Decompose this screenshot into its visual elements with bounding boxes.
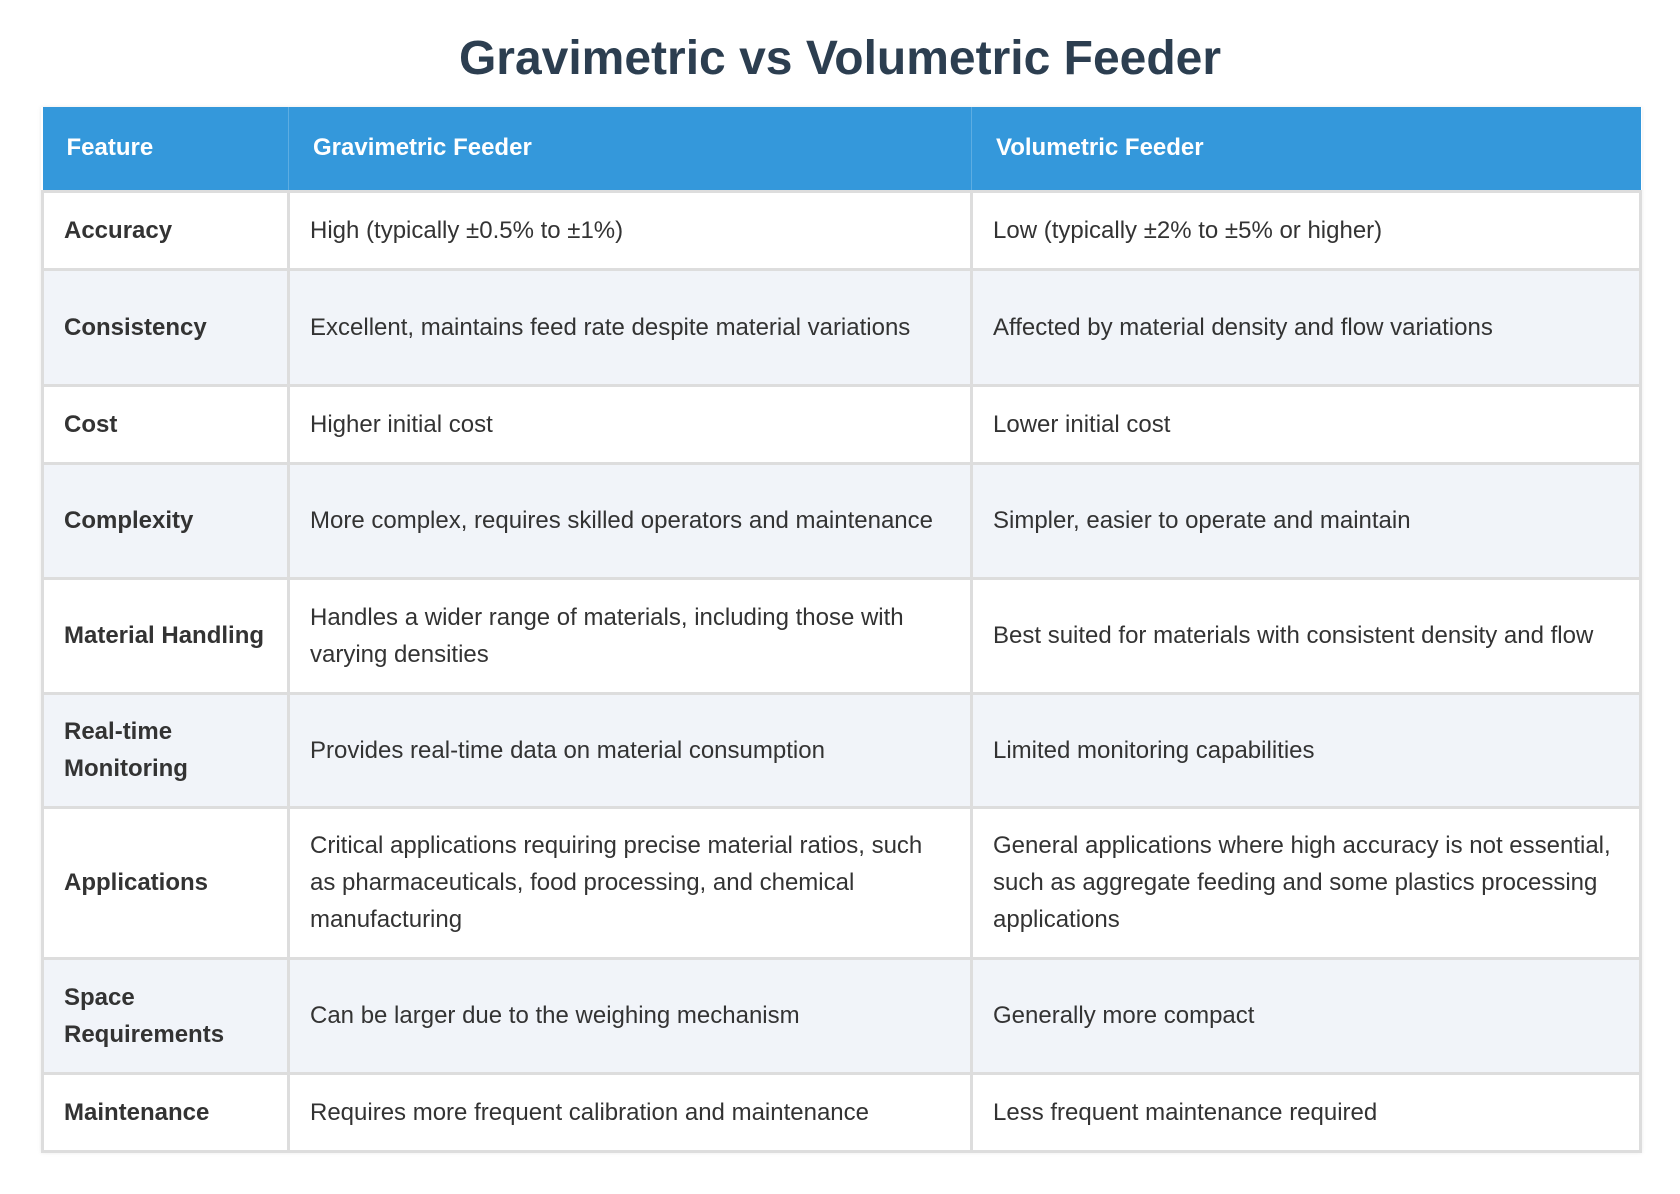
gravimetric-cell: High (typically ±0.5% to ±1%) (289, 191, 972, 269)
gravimetric-cell: Can be larger due to the weighing mechanism (289, 958, 972, 1073)
volumetric-cell: Generally more compact (972, 958, 1641, 1073)
comparison-table (41, 107, 1642, 1153)
feature-cell: Cost (43, 385, 289, 463)
feature-cell: Accuracy (43, 191, 289, 269)
table-row (43, 578, 1641, 693)
gravimetric-cell: Critical applications requiring precise material ratios, such as pharmaceuticals, food processing, and chemical manufacturing (289, 807, 972, 958)
gravimetric-cell: Higher initial cost (289, 385, 972, 463)
feature-cell: Space Requirements (43, 958, 289, 1073)
table-row (43, 1073, 1641, 1151)
volumetric-cell: Affected by material density and flow variations (972, 269, 1641, 385)
volumetric-cell: Best suited for materials with consistent density and flow (972, 578, 1641, 693)
volumetric-cell: Limited monitoring capabilities (972, 693, 1641, 807)
gravimetric-cell: Handles a wider range of materials, including those with varying densities (289, 578, 972, 693)
gravimetric-cell: Provides real-time data on material consumption (289, 693, 972, 807)
volumetric-cell: Lower initial cost (972, 385, 1641, 463)
header-row (43, 107, 1641, 191)
gravimetric-cell: Requires more frequent calibration and maintenance (289, 1073, 972, 1151)
feature-cell: Material Handling (43, 578, 289, 693)
table-row (43, 463, 1641, 578)
volumetric-cell: Low (typically ±2% to ±5% or higher) (972, 191, 1641, 269)
table-row (43, 958, 1641, 1073)
volumetric-cell: General applications where high accuracy is not essential, such as aggregate feeding and some plastics processing applications (972, 807, 1641, 958)
volumetric-cell: Simpler, easier to operate and maintain (972, 463, 1641, 578)
gravimetric-cell: More complex, requires skilled operators and maintenance (289, 463, 972, 578)
volumetric-cell: Less frequent maintenance required (972, 1073, 1641, 1151)
table-row (43, 269, 1641, 385)
table-body (43, 191, 1641, 1151)
feature-cell: Real-time Monitoring (43, 693, 289, 807)
table-row (43, 385, 1641, 463)
page-title: Gravimetric vs Volumetric Feeder (458, 32, 1222, 85)
feature-cell: Maintenance (43, 1073, 289, 1151)
table-row (43, 807, 1641, 958)
table-row (43, 693, 1641, 807)
column-header-volumetric: Volumetric Feeder (972, 107, 1641, 191)
table-row (43, 191, 1641, 269)
gravimetric-cell: Excellent, maintains feed rate despite material variations (289, 269, 972, 385)
feature-cell: Consistency (43, 269, 289, 385)
column-header-feature: Feature (43, 107, 289, 191)
table-header (43, 107, 1641, 191)
feature-cell: Applications (43, 807, 289, 958)
feature-cell: Complexity (43, 463, 289, 578)
column-header-gravimetric: Gravimetric Feeder (289, 107, 972, 191)
